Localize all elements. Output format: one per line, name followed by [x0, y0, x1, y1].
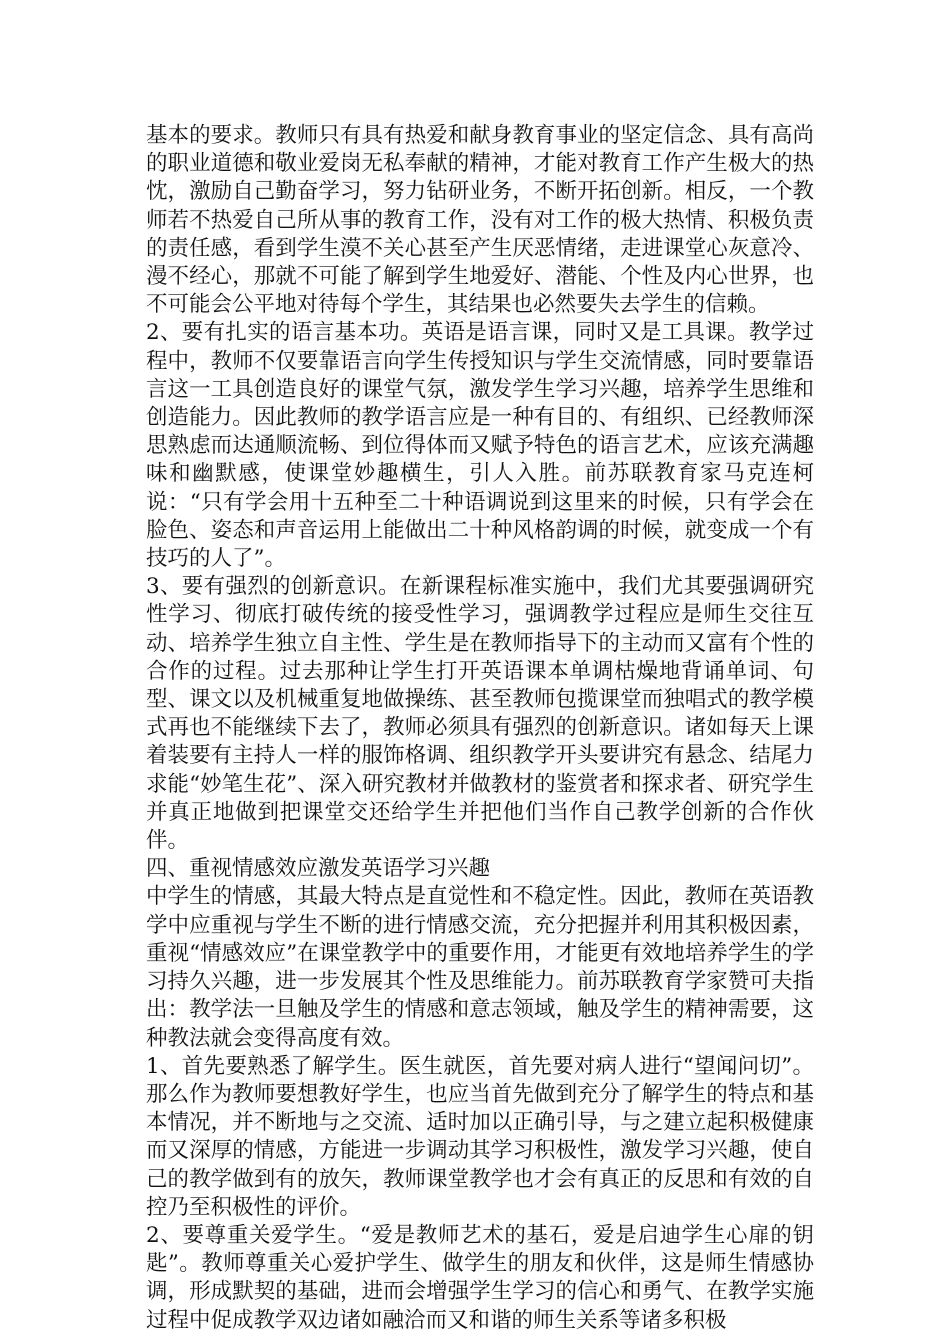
- paragraph-know-students: 1、首先要熟悉了解学生。医生就医，首先要对病人进行“望闻问切”。那么作为教师要想教好学生，也应当首先做到充分了解学生的特点和基本情况，并不断地与之交流、适时加以正确引导，与之建立起积极健康而又深厚的情感，方能进一步调动其学习积极性，激发学习兴趣，使自己的教学做到有的放矢，教师课堂教学也才会有真正的反思和有效的自控乃至积极性的评价。: [146, 1053, 814, 1220]
- paragraph-respect-students: 2、要尊重关爱学生。“爱是教师艺术的基石，爱是启迪学生心扉的钥匙”。教师尊重关心爱护学生、做学生的朋友和伙伴，这是师生情感协调，形成默契的基础，进而会增强学生学习的信心和勇气、在教学实施过程中促成教学双边诸如融洽而又和谐的师生关系等诸多积极: [146, 1222, 814, 1333]
- paragraph-innovation: 3、要有强烈的创新意识。在新课程标准实施中，我们尤其要强调研究性学习、彻底打破传统的接受性学习，强调教学过程应是师生交往互动、培养学生独立自主性、学生是在教师指导下的主动而又富有个性的合作的过程。过去那种让学生打开英语课本单调枯燥地背诵单词、句型、课文以及机械重复地做操练、甚至教师包揽课堂而独唱式的教学模式再也不能继续下去了，教师必须具有强烈的创新意识。诸如每天上课着装要有主持人一样的服饰格调、组织教学开头要讲究有悬念、结尾力求能“妙笔生花”、深入研究教材并做教材的鉴赏者和探求者、研究学生并真正地做到把课堂交还给学生并把他们当作自己教学创新的合作伙伴。: [146, 574, 814, 854]
- section-heading: 四、重视情感效应激发英语学习兴趣: [146, 856, 491, 882]
- paragraph-language-skills: 2、要有扎实的语言基本功。英语是语言课，同时又是工具课。教学过程中，教师不仅要靠语言向学生传授知识与学生交流情感，同时要靠语言这一工具创造良好的课堂气氛，激发学生学习兴趣，培养学生思维和创造能力。因此教师的教学语言应是一种有目的、有组织、已经教师深思熟虑而达通顺流畅、到位得体而又赋予特色的语言艺术，应该充满趣味和幽默感，使课堂妙趣横生，引人入胜。前苏联教育家马克连柯说：“只有学会用十五种至二十种语调说到这里来的时候，只有学会在脸色、姿态和声音运用上能做出二十种风格韵调的时候，就变成一个有技巧的人了”。: [146, 320, 814, 572]
- document-body: [146, 122, 814, 1335]
- paragraph-emotion: 中学生的情感，其最大特点是直觉性和不稳定性。因此，教师在英语教学中应重视与学生不断的进行情感交流，充分把握并利用其积极因素，重视“情感效应”在课堂教学中的重要作用，才能更有效地培养学生的学习持久兴趣，进一步发展其个性及思维能力。前苏联教育学家赞可夫指出：教学法一旦触及学生的情感和意志领域，触及学生的精神需要，这种教法就会变得高度有效。: [146, 884, 814, 1051]
- paragraph-intro-continuation: 基本的要求。教师只有具有热爱和献身教育事业的坚定信念、具有高尚的职业道德和敬业爱岗无私奉献的精神，才能对教育工作产生极大的热忱，激励自己勤奋学习，努力钻研业务，不断开拓创新。相反，一个教师若不热爱自己所从事的教育工作，没有对工作的极大热情、积极负责的责任感，看到学生漠不关心甚至产生厌恶情绪，走进课堂心灰意冷、漫不经心，那就不可能了解到学生地爱好、潜能、个性及内心世界，也不可能会公平地对待每个学生，其结果也必然要失去学生的信赖。: [146, 123, 814, 318]
